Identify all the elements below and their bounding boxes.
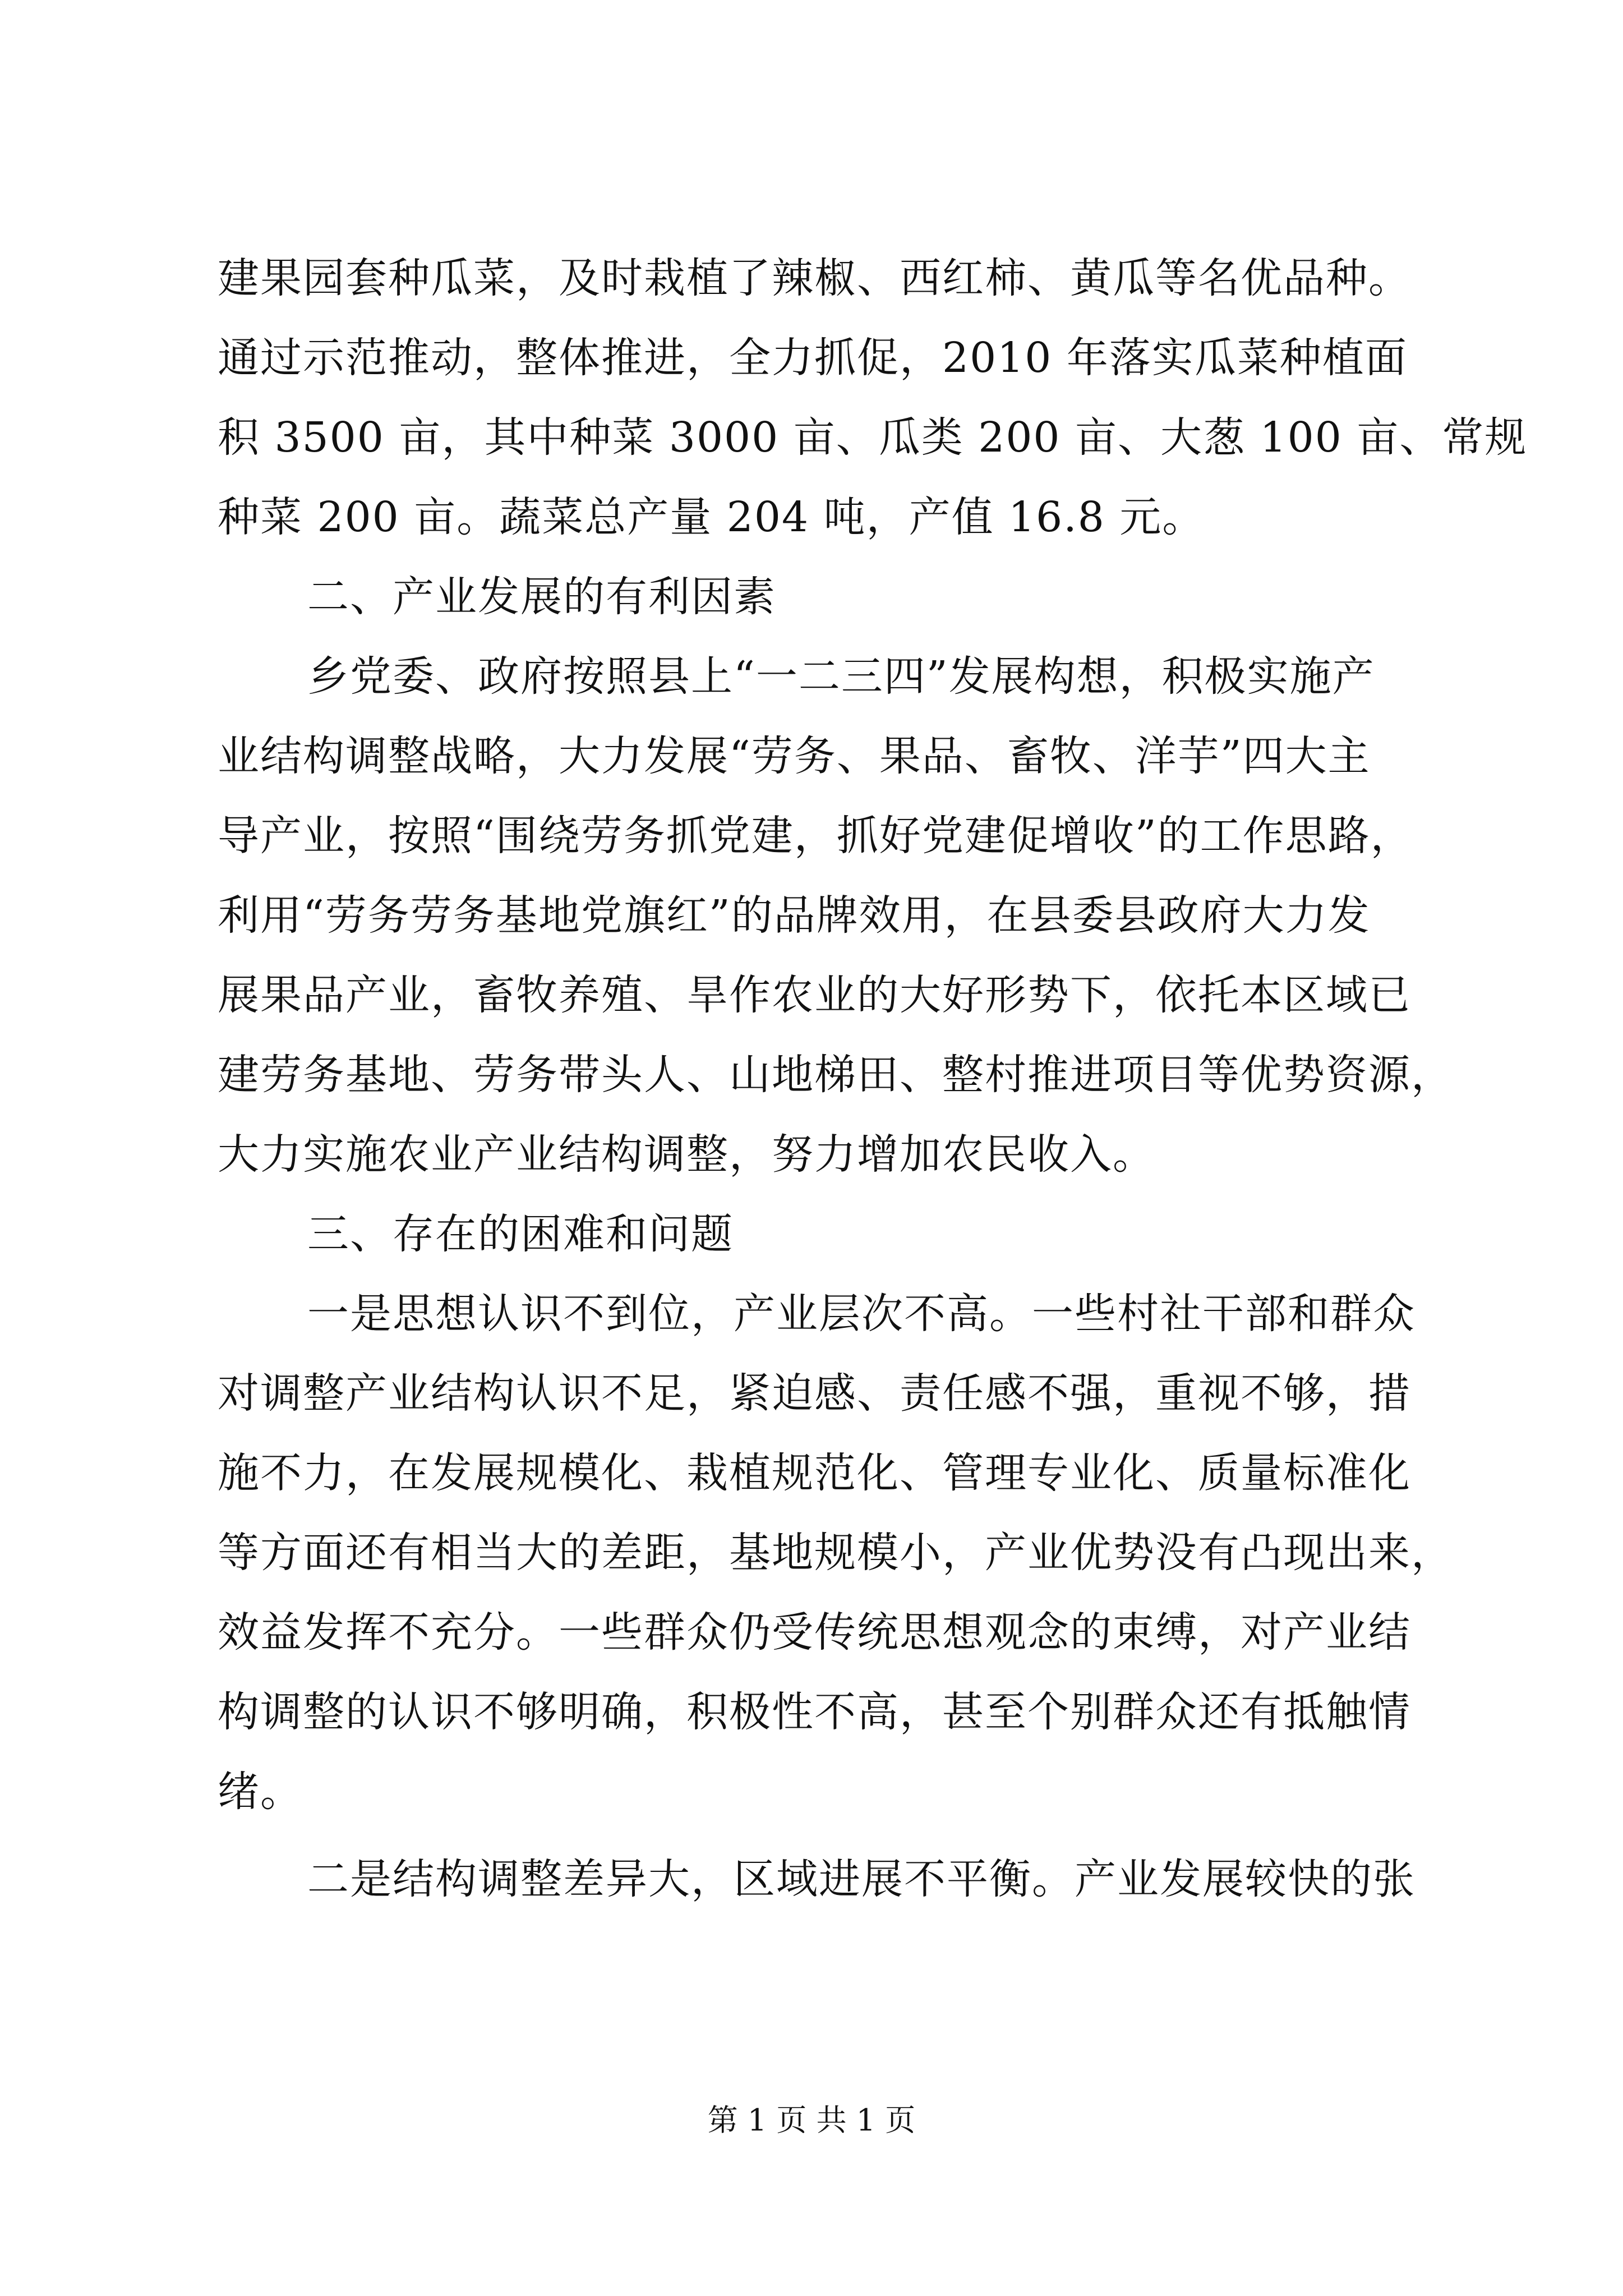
text-line: 建果园套种瓜菜，及时栽植了辣椒、西红柿、黄瓜等名优品种。 xyxy=(218,254,1411,302)
text-line: 积 3500 亩，其中种菜 3000 亩、瓜类 200 亩、大葱 100 亩、常规 xyxy=(218,413,1528,462)
document-body xyxy=(218,238,1528,1919)
text-line: 种菜 200 亩。蔬菜总产量 204 吨，产值 16.8 元。 xyxy=(218,493,1205,541)
text-line: 等方面还有相当大的差距，基地规模小，产业优势没有凸现出来， xyxy=(218,1529,1454,1577)
text-line: 展果品产业，畜牧养殖、旱作农业的大好形势下，依托本区域已 xyxy=(218,971,1411,1019)
text-line: 业结构调整战略，大力发展“劳务、果品、畜牧、洋芋”四大主 xyxy=(218,732,1371,780)
text-line: 建劳务基地、劳务带头人、山地梯田、整村推进项目等优势资源， xyxy=(218,1051,1454,1099)
text-line: 对调整产业结构认识不足，紧迫感、责任感不强，重视不够，措 xyxy=(218,1369,1411,1418)
text-line: 绪。 xyxy=(218,1768,303,1816)
page-footer: 第 1 页 共 1 页 xyxy=(707,2102,916,2138)
text-line: 乡党委、政府按照县上“一二三四”发展构想，积极实施产 xyxy=(307,652,1375,701)
section-heading: 二、产业发展的有利因素 xyxy=(307,573,776,621)
section-heading: 三、存在的困难和问题 xyxy=(307,1210,734,1258)
text-line: 施不力，在发展规模化、栽植规范化、管理专业化、质量标准化 xyxy=(218,1449,1411,1497)
text-line: 构调整的认识不够明确，积极性不高，甚至个别群众还有抵触情 xyxy=(218,1688,1411,1736)
text-line: 利用“劳务劳务基地党旗红”的品牌效用，在县委县政府大力发 xyxy=(218,891,1371,940)
text-line: 导产业，按照“围绕劳务抓党建，抓好党建促增收”的工作思路， xyxy=(218,812,1413,860)
text-line: 二是结构调整差异大，区域进展不平衡。产业发展较快的张 xyxy=(307,1855,1415,1903)
text-line: 通过示范推动，整体推进，全力抓促，2010 年落实瓜菜种植面 xyxy=(218,334,1408,382)
text-line: 大力实施农业产业结构调整，努力增加农民收入。 xyxy=(218,1130,1155,1179)
text-line: 效益发挥不充分。一些群众仍受传统思想观念的束缚，对产业结 xyxy=(218,1608,1411,1657)
text-line: 一是思想认识不到位，产业层次不高。一些村社干部和群众 xyxy=(307,1290,1415,1338)
